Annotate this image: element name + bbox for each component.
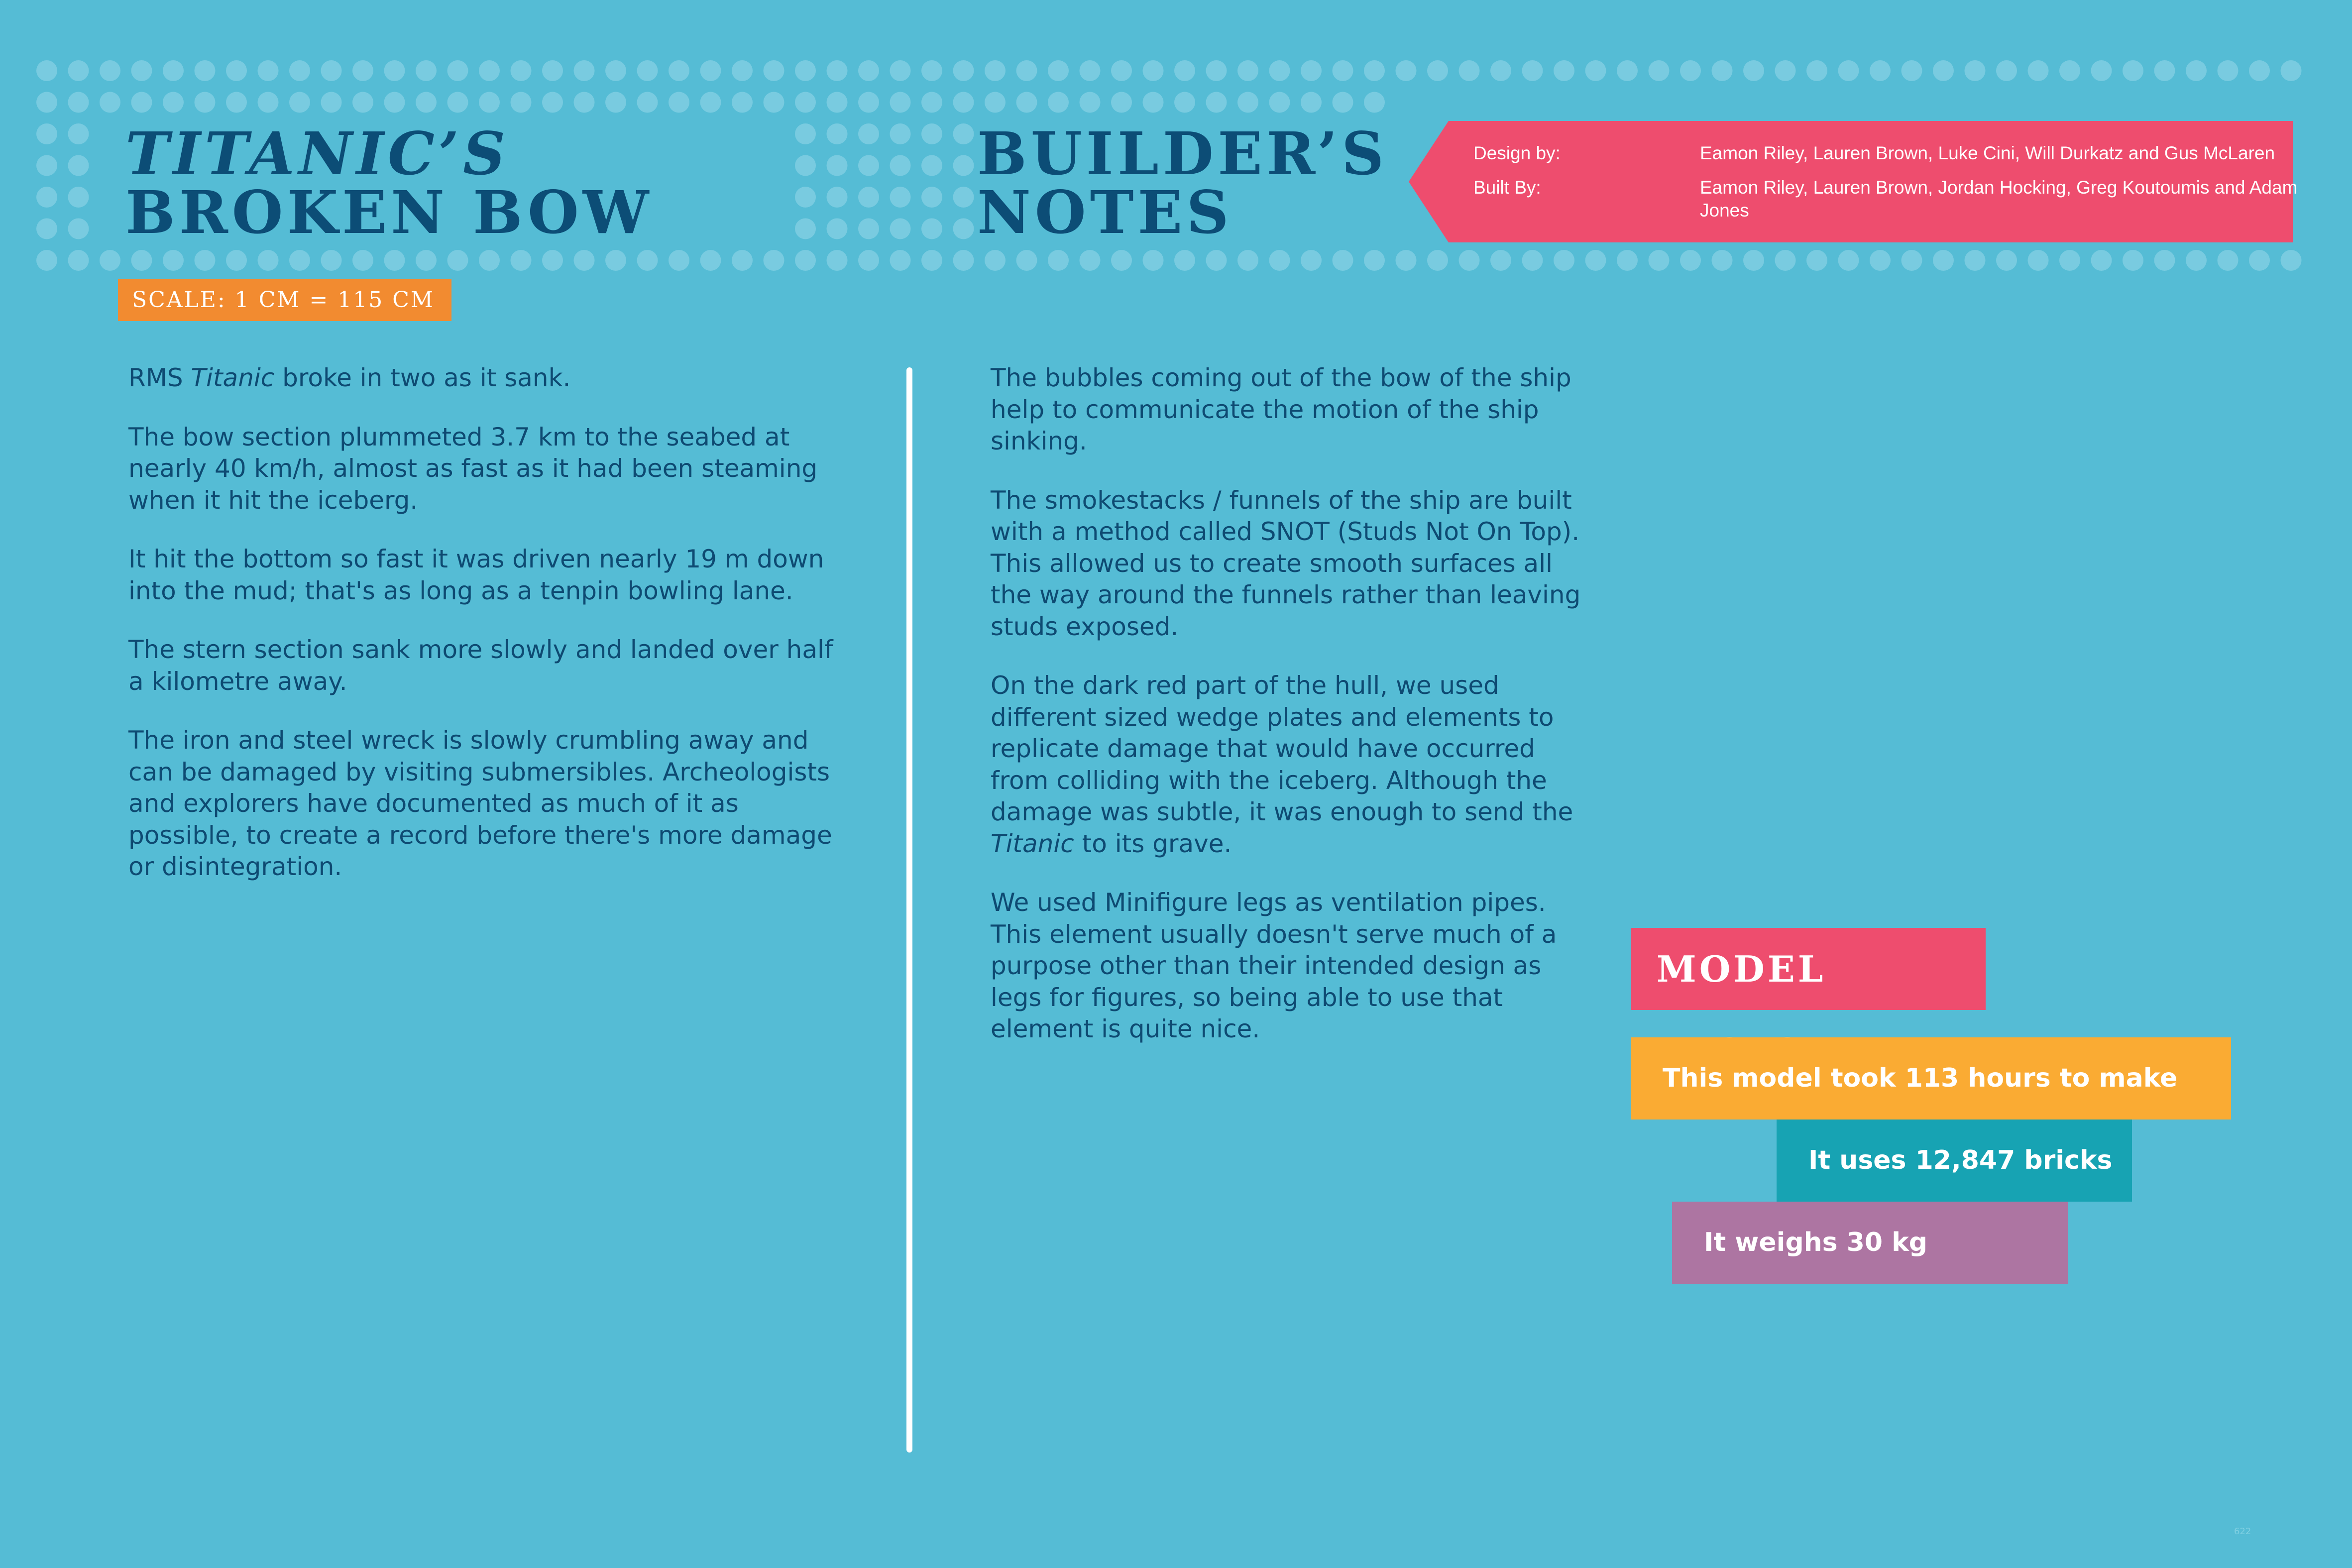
stud-dot <box>953 155 974 176</box>
stud-dot <box>68 219 89 239</box>
stud-dot <box>1301 250 1322 271</box>
stud-dot <box>1143 92 1164 113</box>
stud-dot <box>384 250 405 271</box>
stud-dot <box>669 92 689 113</box>
stud-dot <box>921 92 942 113</box>
stud-dot <box>1490 250 1511 271</box>
stud-dot <box>542 250 563 271</box>
stud-dot <box>795 123 816 144</box>
stud-dot <box>921 123 942 144</box>
stud-dot <box>131 60 152 81</box>
stud-dot <box>131 250 152 271</box>
stud-dot <box>921 219 942 239</box>
stud-dot <box>605 250 626 271</box>
stud-dot <box>416 92 437 113</box>
stud-dot <box>700 60 721 81</box>
stud-dot <box>827 123 848 144</box>
stud-dot <box>511 60 532 81</box>
stud-dot <box>574 60 595 81</box>
stud-dot <box>1333 60 1353 81</box>
stud-dot <box>1237 92 1258 113</box>
stud-dot <box>2218 250 2239 271</box>
stud-dot <box>1080 60 1101 81</box>
stud-dot <box>2281 60 2302 81</box>
credits-banner <box>1409 121 2298 242</box>
stud-dot <box>827 92 848 113</box>
stud-dot <box>1016 60 1037 81</box>
stud-dot <box>36 123 57 144</box>
stud-dot <box>1174 92 1195 113</box>
stud-dot <box>1996 60 2017 81</box>
page-number: 622 <box>2234 1526 2251 1537</box>
stud-dot <box>416 60 437 81</box>
stud-dot <box>479 250 500 271</box>
stud-dot <box>1712 60 1733 81</box>
stud-dot <box>195 60 216 81</box>
stud-dot <box>732 92 753 113</box>
stud-dot <box>289 60 310 81</box>
design-label: Design by: <box>1473 143 1561 163</box>
stud-dot <box>1902 60 1922 81</box>
stud-dot <box>764 60 784 81</box>
stud-dot <box>1775 60 1796 81</box>
stud-dot <box>36 250 57 271</box>
stud-dot <box>36 155 57 176</box>
stud-dot <box>163 250 184 271</box>
stud-dot <box>858 123 879 144</box>
title-left-line1: TITANIC’S <box>125 119 510 188</box>
stud-dot <box>542 92 563 113</box>
stud-dot <box>1048 92 1069 113</box>
scale-badge: SCALE: 1 CM = 115 CM <box>118 279 451 321</box>
stud-dot <box>1364 92 1385 113</box>
stud-dot <box>68 187 89 208</box>
stud-dot <box>953 187 974 208</box>
stud-dot <box>2249 60 2270 81</box>
stud-dot <box>1933 250 1954 271</box>
builders-notes-text <box>991 362 1598 1073</box>
stud-dot <box>1016 250 1037 271</box>
stud-dot <box>1333 250 1353 271</box>
stud-dot <box>827 219 848 239</box>
stud-dot <box>1617 60 1638 81</box>
stud-dot <box>1111 92 1132 113</box>
stud-dot <box>1680 250 1701 271</box>
stud-dot <box>226 92 247 113</box>
stud-dot <box>764 250 784 271</box>
stud-dot <box>352 92 373 113</box>
stud-dot <box>890 92 911 113</box>
stud-dot <box>1743 60 1764 81</box>
stud-dot <box>637 250 658 271</box>
stud-dot <box>511 92 532 113</box>
stud-dot <box>1427 250 1448 271</box>
stud-dot <box>637 92 658 113</box>
stud-dot <box>890 60 911 81</box>
stud-dot <box>2154 250 2175 271</box>
stud-dot <box>858 60 879 81</box>
stud-dot <box>384 92 405 113</box>
stud-dot <box>1965 60 1986 81</box>
stud-dot <box>605 92 626 113</box>
stud-dot <box>1206 92 1227 113</box>
stud-dot <box>1870 60 1891 81</box>
design-value: Eamon Riley, Lauren Brown, Luke Cini, Will Durkatz and Gus McLaren <box>1700 143 2275 163</box>
stud-dot <box>1396 250 1417 271</box>
stud-dot <box>1048 60 1069 81</box>
stud-dot <box>68 123 89 144</box>
stud-dot <box>890 187 911 208</box>
ship-name: Titanic <box>991 829 1074 858</box>
fact-build-time: This model took 113 hours to make <box>1631 1037 2231 1120</box>
stud-dot <box>795 187 816 208</box>
stud-dot <box>921 155 942 176</box>
stud-dot <box>953 123 974 144</box>
stud-dot <box>921 60 942 81</box>
stud-dot <box>637 60 658 81</box>
stud-dot <box>2059 250 2080 271</box>
stud-dot <box>289 92 310 113</box>
stud-dot <box>1143 60 1164 81</box>
stud-dot <box>953 60 974 81</box>
paragraph: The bubbles coming out of the bow of the ship help to communicate the motion of the ship sinking. <box>991 363 1571 455</box>
stud-dot <box>1080 250 1101 271</box>
text-run: On the dark red part of the hull, we used different sized wedge plates and elements to replicate damage that would have occurred from colliding with the iceberg. Although the damage was subtle, it was enough to send the <box>991 671 1573 826</box>
stud-dot <box>289 250 310 271</box>
paragraph: The iron and steel wreck is slowly crumbling away and can be damaged by visiting submersibles. Archeologists and explorers have documented as much of it as possible, to create a record before there's more damage or disintegration. <box>128 726 832 881</box>
stud-dot <box>1459 250 1480 271</box>
stud-dot <box>574 250 595 271</box>
stud-dot <box>921 187 942 208</box>
stud-dot <box>1301 92 1322 113</box>
stud-dot <box>226 250 247 271</box>
stud-dot <box>1585 60 1606 81</box>
stud-dot <box>858 187 879 208</box>
stud-dot <box>1396 60 1417 81</box>
stud-dot <box>2186 250 2207 271</box>
stud-dot <box>858 250 879 271</box>
stud-dot <box>1459 60 1480 81</box>
stud-dot <box>953 219 974 239</box>
stud-dot <box>384 60 405 81</box>
stud-dot <box>195 250 216 271</box>
page-title-left <box>125 119 653 247</box>
stud-dot <box>2218 60 2239 81</box>
stud-dot <box>36 219 57 239</box>
text-run: broke in two as it sank. <box>274 363 571 392</box>
stud-dot <box>352 60 373 81</box>
stud-dot <box>2091 250 2112 271</box>
fact-brick-count: It uses 12,847 bricks <box>1777 1120 2132 1202</box>
paragraph: The smokestacks / funnels of the ship are built with a method called SNOT (Studs Not On Top). This allowed us to create smooth surfaces all the way around the funnels rather than leaving studs exposed. <box>991 485 1581 641</box>
stud-dot <box>100 92 120 113</box>
stud-dot <box>36 60 57 81</box>
model-facts-heading: MODEL <box>1631 928 1986 1010</box>
stud-dot <box>700 250 721 271</box>
built-label: Built By: <box>1473 177 1541 198</box>
stud-dot <box>827 250 848 271</box>
stud-dot <box>1996 250 2017 271</box>
stud-dot <box>1206 60 1227 81</box>
stud-dot <box>1301 60 1322 81</box>
stud-dot <box>479 92 500 113</box>
stud-dot <box>258 250 279 271</box>
stud-dot <box>1712 250 1733 271</box>
stud-dot <box>321 92 342 113</box>
stud-dot <box>1016 92 1037 113</box>
stud-dot <box>195 92 216 113</box>
stud-dot <box>448 60 468 81</box>
text-run: to its grave. <box>1074 829 1232 858</box>
paragraph <box>991 670 1598 860</box>
stud-dot <box>1048 250 1069 271</box>
stud-dot <box>827 187 848 208</box>
stud-dot <box>163 92 184 113</box>
stud-dot <box>511 250 532 271</box>
stud-dot <box>479 60 500 81</box>
stud-dot <box>226 60 247 81</box>
stud-dot <box>36 187 57 208</box>
stud-dot <box>764 92 784 113</box>
stud-dot <box>700 92 721 113</box>
fact-weight: It weighs 30 kg <box>1672 1202 2068 1284</box>
stud-dot <box>827 155 848 176</box>
stud-dot <box>1775 250 1796 271</box>
stud-dot <box>2028 250 2049 271</box>
stud-dot <box>1743 250 1764 271</box>
stud-dot <box>921 250 942 271</box>
stud-dot <box>985 60 1006 81</box>
stud-dot <box>1902 250 1922 271</box>
stud-dot <box>795 92 816 113</box>
stud-dot <box>1965 250 1986 271</box>
stud-dot <box>858 219 879 239</box>
stud-dot <box>1522 250 1543 271</box>
stud-dot <box>2123 250 2143 271</box>
stud-dot <box>1933 60 1954 81</box>
stud-dot <box>68 250 89 271</box>
title-right-line2: NOTES <box>977 178 1233 247</box>
stud-dot <box>953 92 974 113</box>
stud-dot <box>953 250 974 271</box>
stud-dot <box>1143 250 1164 271</box>
paragraph: The stern section sank more slowly and landed over half a kilometre away. <box>128 635 833 696</box>
stud-dot <box>416 250 437 271</box>
paragraph <box>128 362 840 394</box>
stud-dot <box>827 60 848 81</box>
stud-dot <box>1269 92 1290 113</box>
stud-dot <box>1490 60 1511 81</box>
stud-dot <box>1111 250 1132 271</box>
stud-dot <box>1649 60 1670 81</box>
stud-dot <box>1269 250 1290 271</box>
stud-dot <box>2091 60 2112 81</box>
stud-dot <box>1080 92 1101 113</box>
stud-dot <box>1174 250 1195 271</box>
stud-dot <box>1174 60 1195 81</box>
stud-dot <box>1838 60 1859 81</box>
broken-bow-text <box>128 362 840 910</box>
stud-dot <box>732 250 753 271</box>
stud-dot <box>669 250 689 271</box>
stud-dot <box>1838 250 1859 271</box>
stud-dot <box>795 219 816 239</box>
stud-dot <box>890 123 911 144</box>
stud-dot <box>258 92 279 113</box>
stud-dot <box>890 155 911 176</box>
stud-dot <box>100 250 120 271</box>
stud-dot <box>1554 60 1574 81</box>
stud-dot <box>795 155 816 176</box>
built-value: Eamon Riley, Lauren Brown, Jordan Hocking, Greg Koutoumis and Adam Jones <box>1700 177 2298 221</box>
stud-dot <box>258 60 279 81</box>
stud-dot <box>1680 60 1701 81</box>
stud-dot <box>321 250 342 271</box>
stud-dot <box>131 92 152 113</box>
stud-dot <box>2281 250 2302 271</box>
text-run: RMS <box>128 363 191 392</box>
stud-dot <box>321 60 342 81</box>
stud-dot <box>2028 60 2049 81</box>
paragraph: It hit the bottom so fast it was driven nearly 19 m down into the mud; that's as long as a tenpin bowling lane. <box>128 545 824 605</box>
stud-dot <box>1333 92 1353 113</box>
stud-dot <box>163 60 184 81</box>
stud-dot <box>732 60 753 81</box>
stud-dot <box>1237 250 1258 271</box>
stud-dot <box>36 92 57 113</box>
stud-dot <box>2186 60 2207 81</box>
stud-dot <box>1522 60 1543 81</box>
stud-dot <box>1554 250 1574 271</box>
stud-dot <box>1269 60 1290 81</box>
stud-dot <box>985 92 1006 113</box>
stud-dot <box>448 250 468 271</box>
stud-dot <box>669 60 689 81</box>
stud-dot <box>1806 60 1827 81</box>
stud-dot <box>1617 250 1638 271</box>
stud-dot <box>1806 250 1827 271</box>
stud-dot <box>1111 60 1132 81</box>
stud-dot <box>890 219 911 239</box>
stud-dot <box>1206 250 1227 271</box>
stud-dot <box>858 155 879 176</box>
stud-dot <box>2123 60 2143 81</box>
stud-dot <box>1870 250 1891 271</box>
stud-dot <box>542 60 563 81</box>
stud-dot <box>858 92 879 113</box>
stud-dot <box>100 60 120 81</box>
title-left-line2: BROKEN BOW <box>125 178 653 247</box>
ship-name: Titanic <box>191 363 275 392</box>
stud-dot <box>1364 60 1385 81</box>
stud-dot <box>352 250 373 271</box>
stud-dot <box>448 92 468 113</box>
stud-dot <box>1649 250 1670 271</box>
stud-dot <box>2249 250 2270 271</box>
paragraph: The bow section plummeted 3.7 km to the seabed at nearly 40 km/h, almost as fast as it had been steaming when it hit the iceberg. <box>128 422 818 515</box>
paragraph: We used Minifigure legs as ventilation pipes. This element usually doesn't serve much of a purpose other than their intended design as legs for figures, so being able to use that element is quite nice. <box>991 888 1557 1043</box>
stud-dot <box>2059 60 2080 81</box>
stud-dot <box>890 250 911 271</box>
column-divider <box>906 367 912 1453</box>
stud-dot <box>2154 60 2175 81</box>
stud-dot <box>1585 250 1606 271</box>
stud-dot <box>985 250 1006 271</box>
stud-dot <box>1364 250 1385 271</box>
stud-dot <box>1427 60 1448 81</box>
stud-dot <box>68 155 89 176</box>
stud-dot <box>795 60 816 81</box>
stud-dot <box>68 92 89 113</box>
title-right-line1: BUILDER’S <box>977 119 1388 188</box>
stud-dot <box>795 250 816 271</box>
stud-dot <box>605 60 626 81</box>
stud-dot <box>68 60 89 81</box>
stud-dot <box>1237 60 1258 81</box>
page-title-right <box>977 119 1388 247</box>
stud-dot <box>574 92 595 113</box>
